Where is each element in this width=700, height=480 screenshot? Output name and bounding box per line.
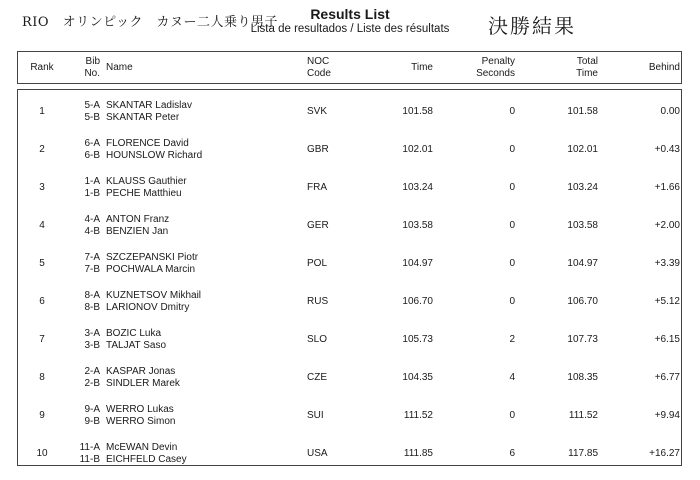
penalty-cell [448, 397, 515, 435]
penalty-cell-value: 6 [509, 448, 515, 459]
rank-cell-value: 7 [39, 334, 45, 345]
behind-cell-value: +0.43 [654, 144, 680, 155]
athlete-names-cell [106, 207, 296, 245]
total-time-cell [523, 283, 598, 321]
time-cell [358, 283, 433, 321]
time-cell [358, 321, 433, 359]
bib-cell-value: 2-A [84, 366, 100, 377]
col-total-label: Total [576, 56, 598, 67]
noc-cell [307, 283, 352, 321]
col-behind [603, 54, 680, 82]
bib-cell [70, 169, 100, 207]
behind-cell [603, 283, 680, 321]
bib-cell [70, 207, 100, 245]
noc-cell-value: SLO [307, 334, 328, 345]
athlete-names-cell [106, 435, 296, 473]
total-time-cell-value: 108.35 [567, 372, 598, 383]
behind-cell-value: +6.15 [654, 334, 680, 345]
penalty-cell-value: 0 [509, 182, 515, 193]
rank-cell [18, 169, 66, 207]
behind-cell-value: +3.39 [654, 258, 680, 269]
time-cell [358, 131, 433, 169]
total-time-cell-value: 111.52 [568, 410, 598, 421]
total-time-cell [523, 321, 598, 359]
penalty-cell [448, 169, 515, 207]
noc-cell-value: RUS [307, 296, 329, 307]
athlete-names-cell-value: HOUNSLOW Richard [106, 150, 203, 161]
noc-cell [307, 131, 352, 169]
col-rank [18, 54, 66, 82]
bib-cell [70, 245, 100, 283]
bib-cell-value: 5-A [84, 100, 100, 111]
penalty-cell [448, 359, 515, 397]
noc-cell [307, 169, 352, 207]
table-row [18, 359, 681, 397]
bib-cell-value: 4-A [84, 214, 100, 225]
col-bib [70, 54, 100, 82]
col-noc [307, 54, 352, 82]
rank-cell-value: 5 [39, 258, 45, 269]
penalty-cell [448, 321, 515, 359]
athlete-names-cell [106, 359, 296, 397]
table-row [18, 245, 681, 283]
total-time-cell-value: 101.58 [567, 106, 598, 117]
athlete-names-cell-value: SKANTAR Ladislav [106, 100, 192, 111]
total-time-cell [523, 245, 598, 283]
bib-cell [70, 321, 100, 359]
col-name-label: Name [106, 62, 133, 73]
time-cell [358, 435, 433, 473]
total-time-cell [523, 397, 598, 435]
behind-cell-value: +16.27 [649, 448, 680, 459]
rank-cell-value: 2 [39, 144, 45, 155]
bib-cell [70, 283, 100, 321]
col-total-label-2: Time [576, 68, 598, 79]
table-row [18, 283, 681, 321]
noc-cell-value: POL [307, 258, 328, 269]
penalty-cell [448, 245, 515, 283]
time-cell-value: 103.58 [402, 220, 433, 231]
noc-cell-value: CZE [307, 372, 327, 383]
bib-cell [70, 435, 100, 473]
noc-cell-value: FRA [307, 182, 327, 193]
athlete-names-cell-value: KASPAR Jonas [106, 366, 176, 377]
rank-cell [18, 93, 66, 131]
bib-cell-value: 11-A [79, 442, 100, 453]
total-time-cell-value: 102.01 [567, 144, 598, 155]
bib-cell-value: 6-B [84, 150, 100, 161]
penalty-cell [448, 207, 515, 245]
athlete-names-cell-value: POCHWALA Marcin [106, 264, 196, 275]
bib-cell-value: 9-A [84, 404, 100, 415]
time-cell [358, 397, 433, 435]
bib-cell [70, 131, 100, 169]
time-cell-value: 103.24 [402, 182, 433, 193]
athlete-names-cell-value: EICHFELD Casey [106, 454, 187, 465]
bib-cell-value: 1-B [84, 188, 100, 199]
table-row [18, 435, 681, 473]
penalty-cell [448, 93, 515, 131]
noc-cell-value: GER [307, 220, 329, 231]
behind-cell [603, 93, 680, 131]
total-time-cell [523, 207, 598, 245]
col-penalty-label-2: Seconds [476, 68, 515, 79]
noc-cell-value: SUI [307, 410, 324, 421]
total-time-cell-value: 107.73 [567, 334, 598, 345]
table-row [18, 397, 681, 435]
table-row [18, 321, 681, 359]
behind-cell [603, 435, 680, 473]
col-behind-label: Behind [648, 62, 680, 73]
penalty-cell-value: 0 [509, 106, 515, 117]
athlete-names-cell-value: SKANTAR Peter [106, 112, 180, 123]
bib-cell-value: 3-B [84, 340, 100, 351]
bib-cell-value: 1-A [84, 176, 100, 187]
time-cell [358, 207, 433, 245]
col-total [523, 54, 598, 82]
noc-cell [307, 321, 352, 359]
athlete-names-cell-value: SINDLER Marek [106, 378, 180, 389]
column-header-row [17, 51, 682, 84]
col-noc-label-2: Code [307, 68, 331, 79]
behind-cell [603, 359, 680, 397]
athlete-names-cell [106, 131, 296, 169]
athlete-names-cell [106, 283, 296, 321]
event-name: RIO オリンピック カヌー二人乗り男子 [22, 15, 279, 30]
time-cell-value: 106.70 [402, 296, 433, 307]
total-time-cell [523, 435, 598, 473]
penalty-cell [448, 283, 515, 321]
noc-cell [307, 93, 352, 131]
penalty-cell-value: 2 [509, 334, 515, 345]
penalty-cell [448, 131, 515, 169]
athlete-names-cell-value: LARIONOV Dmitry [106, 302, 190, 313]
behind-cell [603, 321, 680, 359]
athlete-names-cell-value: BENZIEN Jan [106, 226, 169, 237]
total-time-cell-value: 117.85 [568, 448, 598, 459]
behind-cell [603, 245, 680, 283]
rank-cell [18, 321, 66, 359]
rank-cell-value: 10 [36, 448, 48, 459]
col-bib-label-2: No. [84, 68, 100, 79]
noc-cell-value: GBR [307, 144, 329, 155]
noc-cell [307, 359, 352, 397]
total-time-cell [523, 359, 598, 397]
total-time-cell [523, 131, 598, 169]
rank-cell [18, 207, 66, 245]
time-cell-value: 102.01 [402, 144, 433, 155]
athlete-names-cell [106, 397, 296, 435]
athlete-names-cell-value: BOZIC Luka [106, 328, 162, 339]
rank-cell [18, 131, 66, 169]
time-cell-value: 104.35 [402, 372, 433, 383]
rank-cell [18, 245, 66, 283]
col-penalty [448, 54, 515, 82]
title-block [240, 6, 460, 36]
athlete-names-cell [106, 321, 296, 359]
time-cell-value: 111.52 [403, 410, 433, 421]
rank-cell [18, 283, 66, 321]
rank-cell-value: 4 [39, 220, 45, 231]
col-time [358, 54, 433, 82]
total-time-cell-value: 104.97 [567, 258, 598, 269]
col-bib-label: Bib [85, 56, 100, 67]
penalty-cell-value: 0 [509, 410, 515, 421]
penalty-cell-value: 4 [509, 372, 515, 383]
bib-cell-value: 5-B [84, 112, 100, 123]
table-row [18, 131, 681, 169]
behind-cell-value: 0.00 [660, 106, 680, 117]
final-results-label: 決勝結果 [488, 14, 576, 38]
noc-cell-value: USA [307, 448, 328, 459]
total-time-cell-value: 103.24 [567, 182, 598, 193]
time-cell [358, 169, 433, 207]
behind-cell [603, 131, 680, 169]
noc-cell-value: SVK [307, 106, 328, 117]
page-title: Results List [310, 6, 390, 22]
time-cell-value: 111.85 [403, 448, 433, 459]
bib-cell-value: 7-A [84, 252, 100, 263]
penalty-cell-value: 0 [509, 220, 515, 231]
total-time-cell-value: 106.70 [567, 296, 598, 307]
bib-cell-value: 6-A [84, 138, 100, 149]
penalty-cell-value: 0 [509, 144, 515, 155]
rank-cell [18, 435, 66, 473]
bib-cell-value: 7-B [84, 264, 100, 275]
time-cell-value: 101.58 [402, 106, 433, 117]
behind-cell [603, 207, 680, 245]
rank-cell-value: 6 [39, 296, 45, 307]
rank-cell-value: 3 [39, 182, 45, 193]
col-noc-label: NOC [307, 56, 330, 67]
behind-cell-value: +5.12 [654, 296, 680, 307]
athlete-names-cell-value: WERRO Lukas [106, 404, 174, 415]
rank-cell-value: 9 [39, 410, 45, 421]
rank-cell [18, 359, 66, 397]
bib-cell [70, 93, 100, 131]
col-time-label: Time [411, 62, 433, 73]
athlete-names-cell-value: FLORENCE David [106, 138, 189, 149]
noc-cell [307, 397, 352, 435]
bib-cell-value: 8-A [84, 290, 100, 301]
penalty-cell-value: 0 [509, 296, 515, 307]
athlete-names-cell-value: PECHE Matthieu [106, 188, 182, 199]
noc-cell [307, 207, 352, 245]
bib-cell-value: 4-B [84, 226, 100, 237]
penalty-cell-value: 0 [509, 258, 515, 269]
total-time-cell-value: 103.58 [567, 220, 598, 231]
athlete-names-cell-value: ANTON Franz [106, 214, 170, 225]
athlete-names-cell-value: McEWAN Devin [106, 442, 178, 453]
bib-cell [70, 397, 100, 435]
time-cell-value: 105.73 [402, 334, 433, 345]
athlete-names-cell [106, 93, 296, 131]
bib-cell-value: 2-B [84, 378, 100, 389]
total-time-cell [523, 169, 598, 207]
rank-cell-value: 8 [39, 372, 45, 383]
athlete-names-cell [106, 245, 296, 283]
page-subtitle: Lista de resultados / Liste des résultats [250, 23, 450, 35]
behind-cell [603, 397, 680, 435]
time-cell [358, 245, 433, 283]
noc-cell [307, 245, 352, 283]
athlete-names-cell-value: KLAUSS Gauthier [106, 176, 187, 187]
col-name [106, 54, 296, 82]
athlete-names-cell-value: WERRO Simon [106, 416, 176, 427]
bib-cell-value: 3-A [84, 328, 100, 339]
time-cell-value: 104.97 [402, 258, 433, 269]
athlete-names-cell [106, 169, 296, 207]
col-rank-label: Rank [30, 62, 54, 73]
behind-cell-value: +9.94 [654, 410, 680, 421]
athlete-names-cell-value: KUZNETSOV Mikhail [106, 290, 202, 301]
bib-cell-value: 8-B [84, 302, 100, 313]
col-penalty-label: Penalty [481, 56, 515, 67]
behind-cell-value: +1.66 [654, 182, 680, 193]
total-time-cell [523, 93, 598, 131]
bib-cell-value: 11-B [79, 454, 100, 465]
behind-cell [603, 169, 680, 207]
rank-cell [18, 397, 66, 435]
bib-cell-value: 9-B [84, 416, 100, 427]
results-table-body [17, 89, 682, 466]
athlete-names-cell-value: TALJAT Saso [106, 340, 167, 351]
bib-cell [70, 359, 100, 397]
table-row [18, 207, 681, 245]
page-header [0, 0, 700, 48]
behind-cell-value: +2.00 [654, 220, 680, 231]
behind-cell-value: +6.77 [654, 372, 680, 383]
table-row [18, 93, 681, 131]
athlete-names-cell-value: SZCZEPANSKI Piotr [106, 252, 199, 263]
table-row [18, 169, 681, 207]
noc-cell [307, 435, 352, 473]
time-cell [358, 359, 433, 397]
penalty-cell [448, 435, 515, 473]
time-cell [358, 93, 433, 131]
rank-cell-value: 1 [39, 106, 45, 117]
